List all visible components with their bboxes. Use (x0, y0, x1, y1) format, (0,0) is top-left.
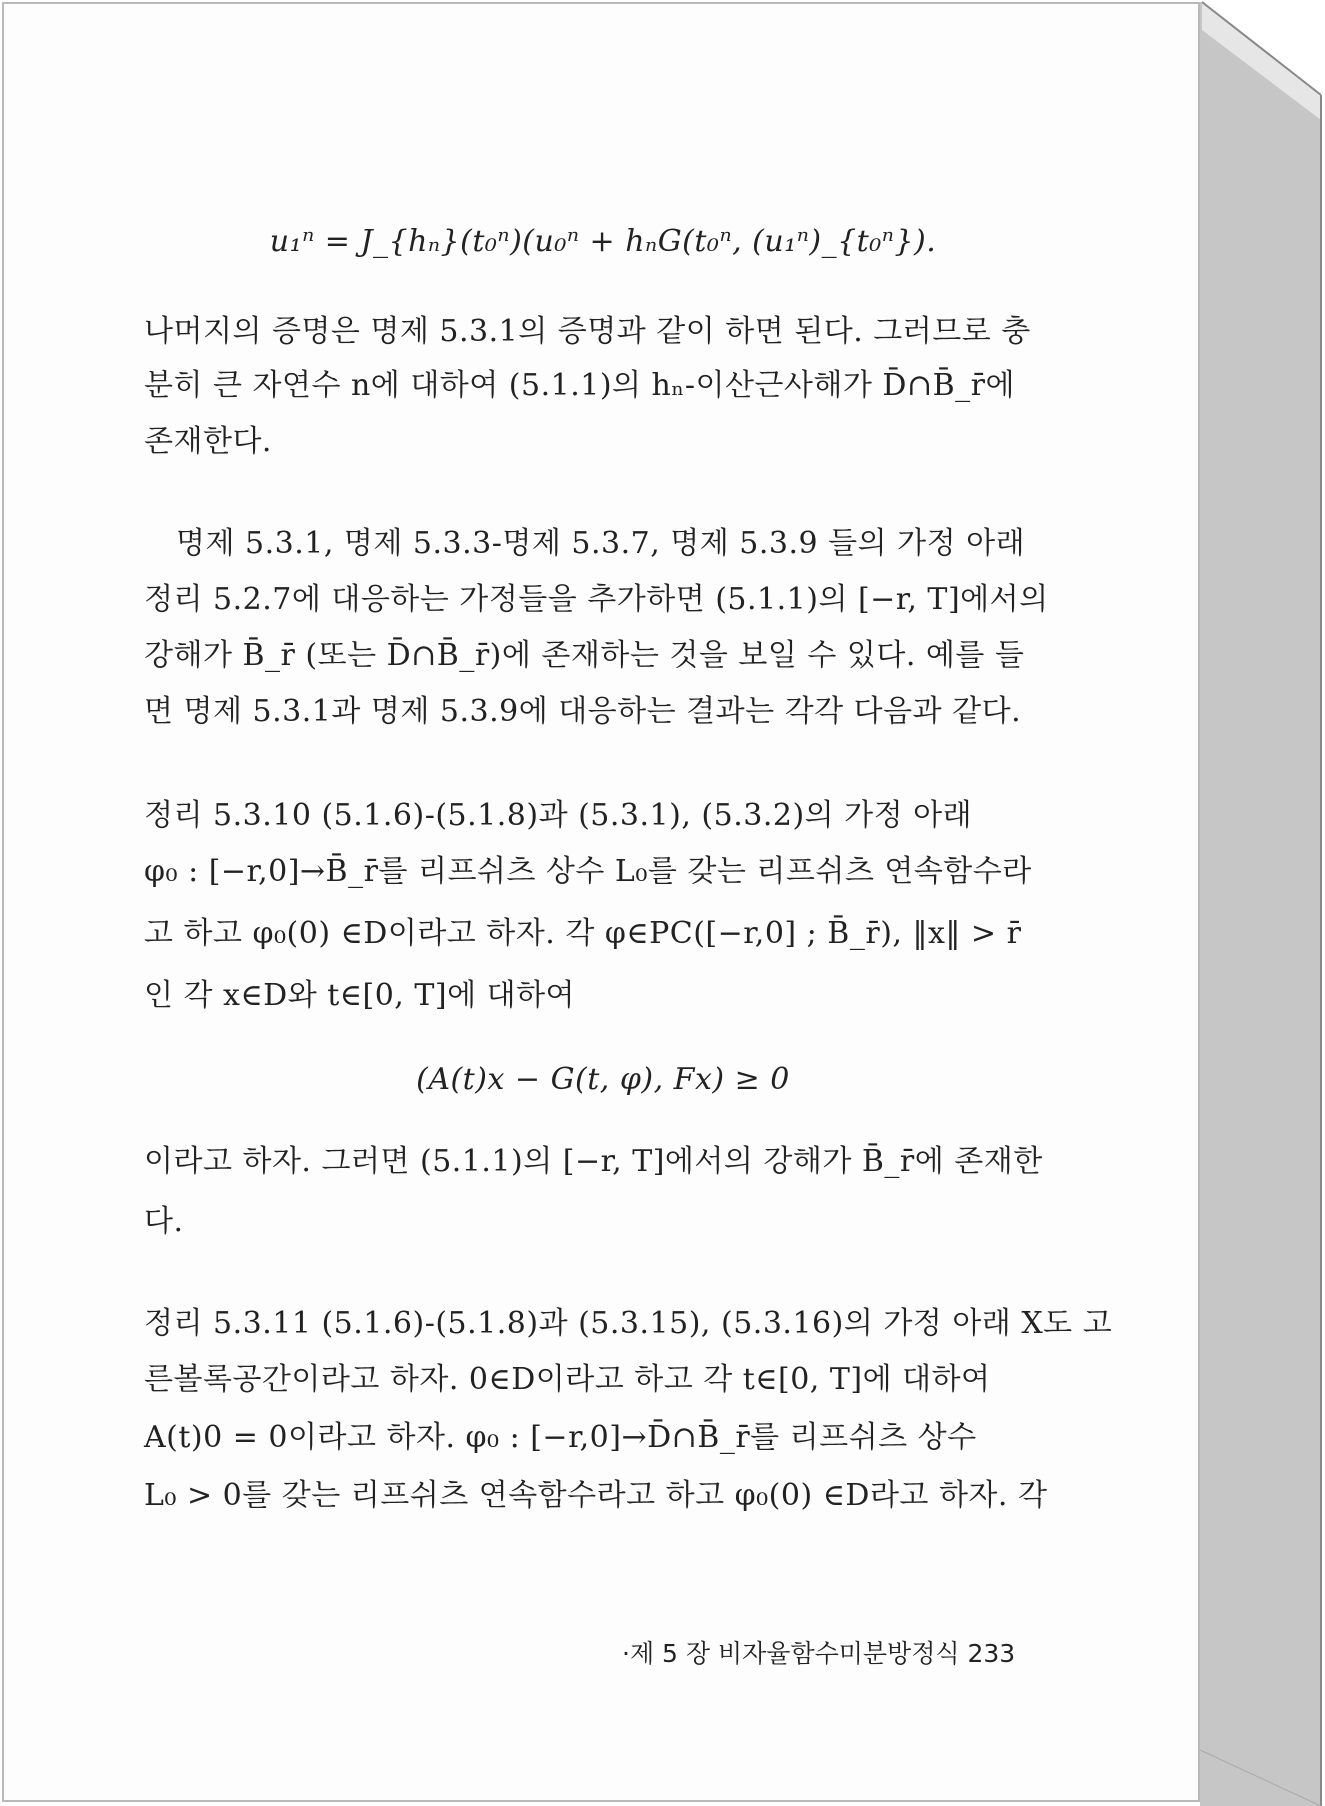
theorem-heading: 정리 5.3.11 (5.1.6)-(5.1.8)과 (5.3.15), (5.3.16)의 가정 아래 X도 고 (144, 1306, 1113, 1341)
text-line: 고 하고 φ₀(0) ∈D이라고 하자. 각 φ∈PC([−r,0] ; B̄_r̄), ‖x‖ > r̄ (144, 916, 1022, 951)
text-line: 강해가 B̄_r̄ (또는 D̄∩B̄_r̄)에 존재하는 것을 보일 수 있다. 예를 들 (144, 638, 1025, 673)
book-page (2, 2, 1200, 1802)
text-line: 른볼록공간이라고 하자. 0∈D이라고 하고 각 t∈[0, T]에 대하여 (144, 1362, 991, 1397)
text-line: 면 명제 5.3.1과 명제 5.3.9에 대응하는 결과는 각각 다음과 같다. (144, 694, 1022, 729)
theorem-heading: 정리 5.3.10 (5.1.6)-(5.1.8)과 (5.3.1), (5.3.2)의 가정 아래 (144, 798, 973, 833)
text-line: L₀ > 0를 갖는 리프쉬츠 연속함수라고 하고 φ₀(0) ∈D라고 하자. 각 (144, 1478, 1048, 1513)
text-line: 나머지의 증명은 명제 5.3.1의 증명과 같이 하면 된다. 그러므로 충 (144, 314, 1031, 349)
text-line: 정리 5.2.7에 대응하는 가정들을 추가하면 (5.1.1)의 [−r, T]에서의 (144, 582, 1049, 617)
text-line: 다. (144, 1204, 184, 1239)
text-line: 명제 5.3.1, 명제 5.3.3-명제 5.3.7, 명제 5.3.9 들의 가정 아래 (176, 526, 1026, 561)
page-footer: ·제 5 장 비자율함수미분방정식 233 (622, 1639, 1016, 1668)
equation-u1: u₁ⁿ = J_{hₙ}(t₀ⁿ)(u₀ⁿ + hₙG(t₀ⁿ, (u₁ⁿ)_{t₀ⁿ}). (269, 224, 937, 259)
text-line: φ₀ : [−r,0]→B̄_r̄를 리프쉬츠 상수 L₀를 갖는 리프쉬츠 연속함수라 (144, 854, 1032, 889)
text-line: 분히 큰 자연수 n에 대하여 (5.1.1)의 hₙ-이산근사해가 D̄∩B̄_r̄에 (144, 368, 1015, 403)
equation-accretive: (A(t)x − G(t, φ), Fx) ≥ 0 (416, 1062, 790, 1097)
text-line: A(t)0 = 0이라고 하자. φ₀ : [−r,0]→D̄∩B̄_r̄를 리프쉬츠 상수 (144, 1420, 977, 1455)
text-line: 이라고 하자. 그러면 (5.1.1)의 [−r, T]에서의 강해가 B̄_r̄에 존재한 (144, 1144, 1043, 1179)
text-line: 존재한다. (144, 424, 272, 459)
text-line: 인 각 x∈D와 t∈[0, T]에 대하여 (144, 978, 576, 1013)
